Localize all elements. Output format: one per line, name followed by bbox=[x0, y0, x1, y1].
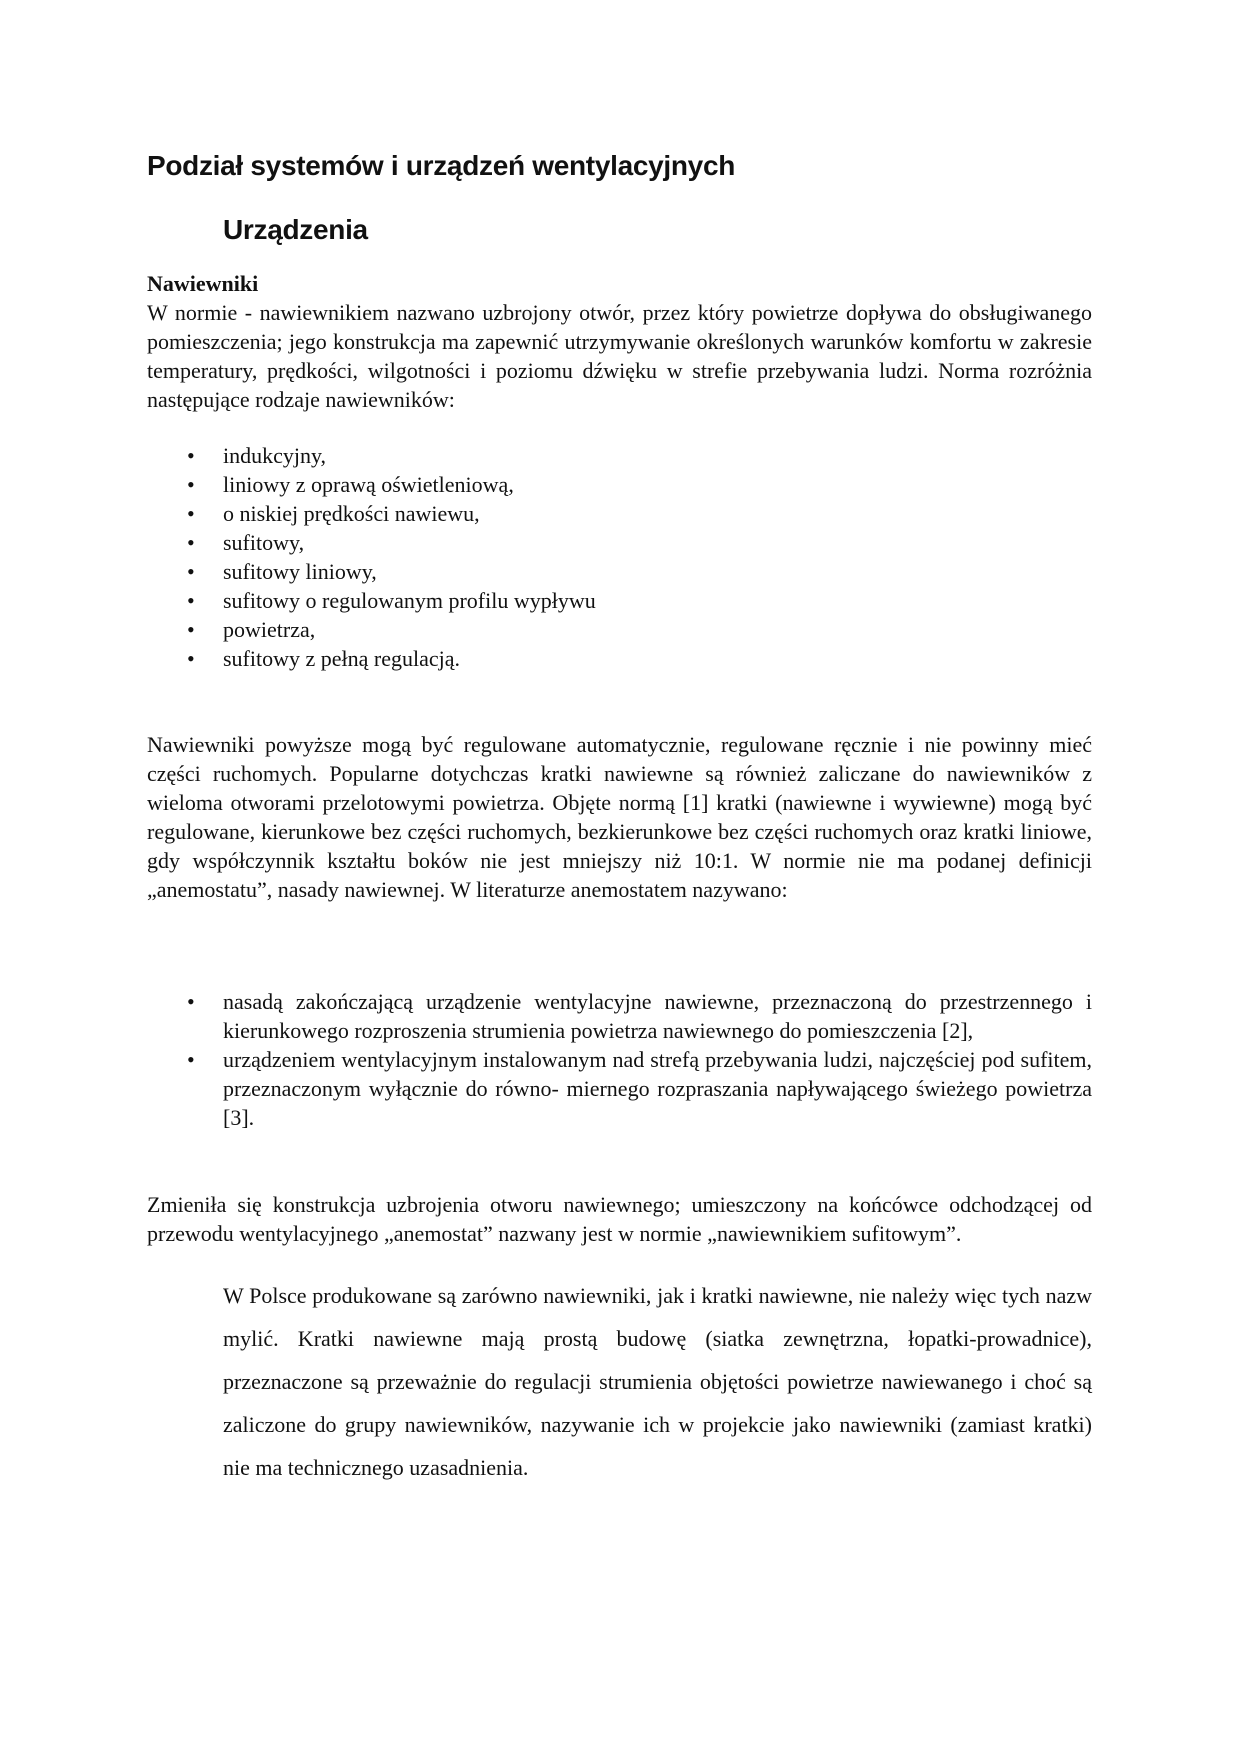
anemostat-definitions-list bbox=[147, 987, 1092, 1132]
list-item: • nasadą zakończającą urządzenie wentylacyjne nawiewne, przeznaczoną do przestrzennego i kierunkowego rozproszenia strumienia powietrza nawiewnego do pomieszczenia [2], bbox=[147, 987, 1092, 1045]
list-item: • indukcyjny, bbox=[147, 441, 847, 470]
list-item: • sufitowy z pełną regulacją. bbox=[147, 644, 847, 673]
list-item: • sufitowy, bbox=[147, 528, 847, 557]
paragraph-poland-production: W Polsce produkowane są zarówno nawiewniki, jak i kratki nawiewne, nie należy więc tych nazw mylić. Kratki nawiewne mają prostą budowę (siatka zewnętrzna, łopatki-prowadnice), przeznaczone są przeważnie do regulacji strumienia objętości powietrze nawiewanego i choć są zaliczone do grupy nawiewników, nazywanie ich w projekcie jako nawiewniki (zamiast kratki) nie ma technicznego uzasadnienia. bbox=[223, 1283, 1092, 1480]
section-heading: Nawiewniki bbox=[147, 271, 259, 296]
paragraph-regulation: Nawiewniki powyższe mogą być regulowane automatycznie, regulowane ręcznie i nie powinny mieć części ruchomych. Popularne dotychczas kratki nawiewne są również zaliczane do nawiewników z wieloma otworami przelotowymi powietrza. Objęte normą [1] kratki (nawiewne i wywiewne) mogą być regulowane, kierunkowe bez części ruchomych, bezkierunkowe bez części ruchomych oraz kratki liniowe, gdy współczynnik kształtu boków nie jest mniejszy niż 10:1. W normie nie ma podanej definicji „anemostatu”, nasady nawiewnej. W literaturze anemostatem nazywano: bbox=[147, 732, 1092, 902]
list-item: • sufitowy o regulowanym profilu wypływu bbox=[147, 586, 847, 615]
document-subtitle: Urządzenia bbox=[223, 214, 368, 245]
list-item: • sufitowy liniowy, bbox=[147, 557, 847, 586]
diffuser-types-list bbox=[147, 441, 847, 673]
list-item: • powietrza, bbox=[147, 615, 847, 644]
document-title: Podział systemów i urządzeń wentylacyjnych bbox=[147, 150, 736, 181]
paragraph-construction-change: Zmieniła się konstrukcja uzbrojenia otworu nawiewnego; umieszczony na końcówce odchodzącej od przewodu wentylacyjnego „anemostat” nazwany jest w normie „nawiewnikiem sufitowym”. bbox=[147, 1192, 1092, 1246]
list-item: • urządzeniem wentylacyjnym instalowanym nad strefą przebywania ludzi, najczęściej pod sufitem, przeznaczonym wyłącznie do równo- miernego rozpraszania napływającego świeżego powietrza [3]. bbox=[147, 1045, 1092, 1132]
list-item: • liniowy z oprawą oświetleniową, bbox=[147, 470, 847, 499]
paragraph-definition: W normie - nawiewnikiem nazwano uzbrojony otwór, przez który powietrze dopływa do obsługiwanego pomieszczenia; jego konstrukcja ma zapewnić utrzymywanie określonych warunków komfortu w zakresie temperatury, prędkości, wilgotności i poziomu dźwięku w strefie przebywania ludzi. Norma rozróżnia następujące rodzaje nawiewników: bbox=[147, 300, 1092, 412]
list-item: • o niskiej prędkości nawiewu, bbox=[147, 499, 847, 528]
